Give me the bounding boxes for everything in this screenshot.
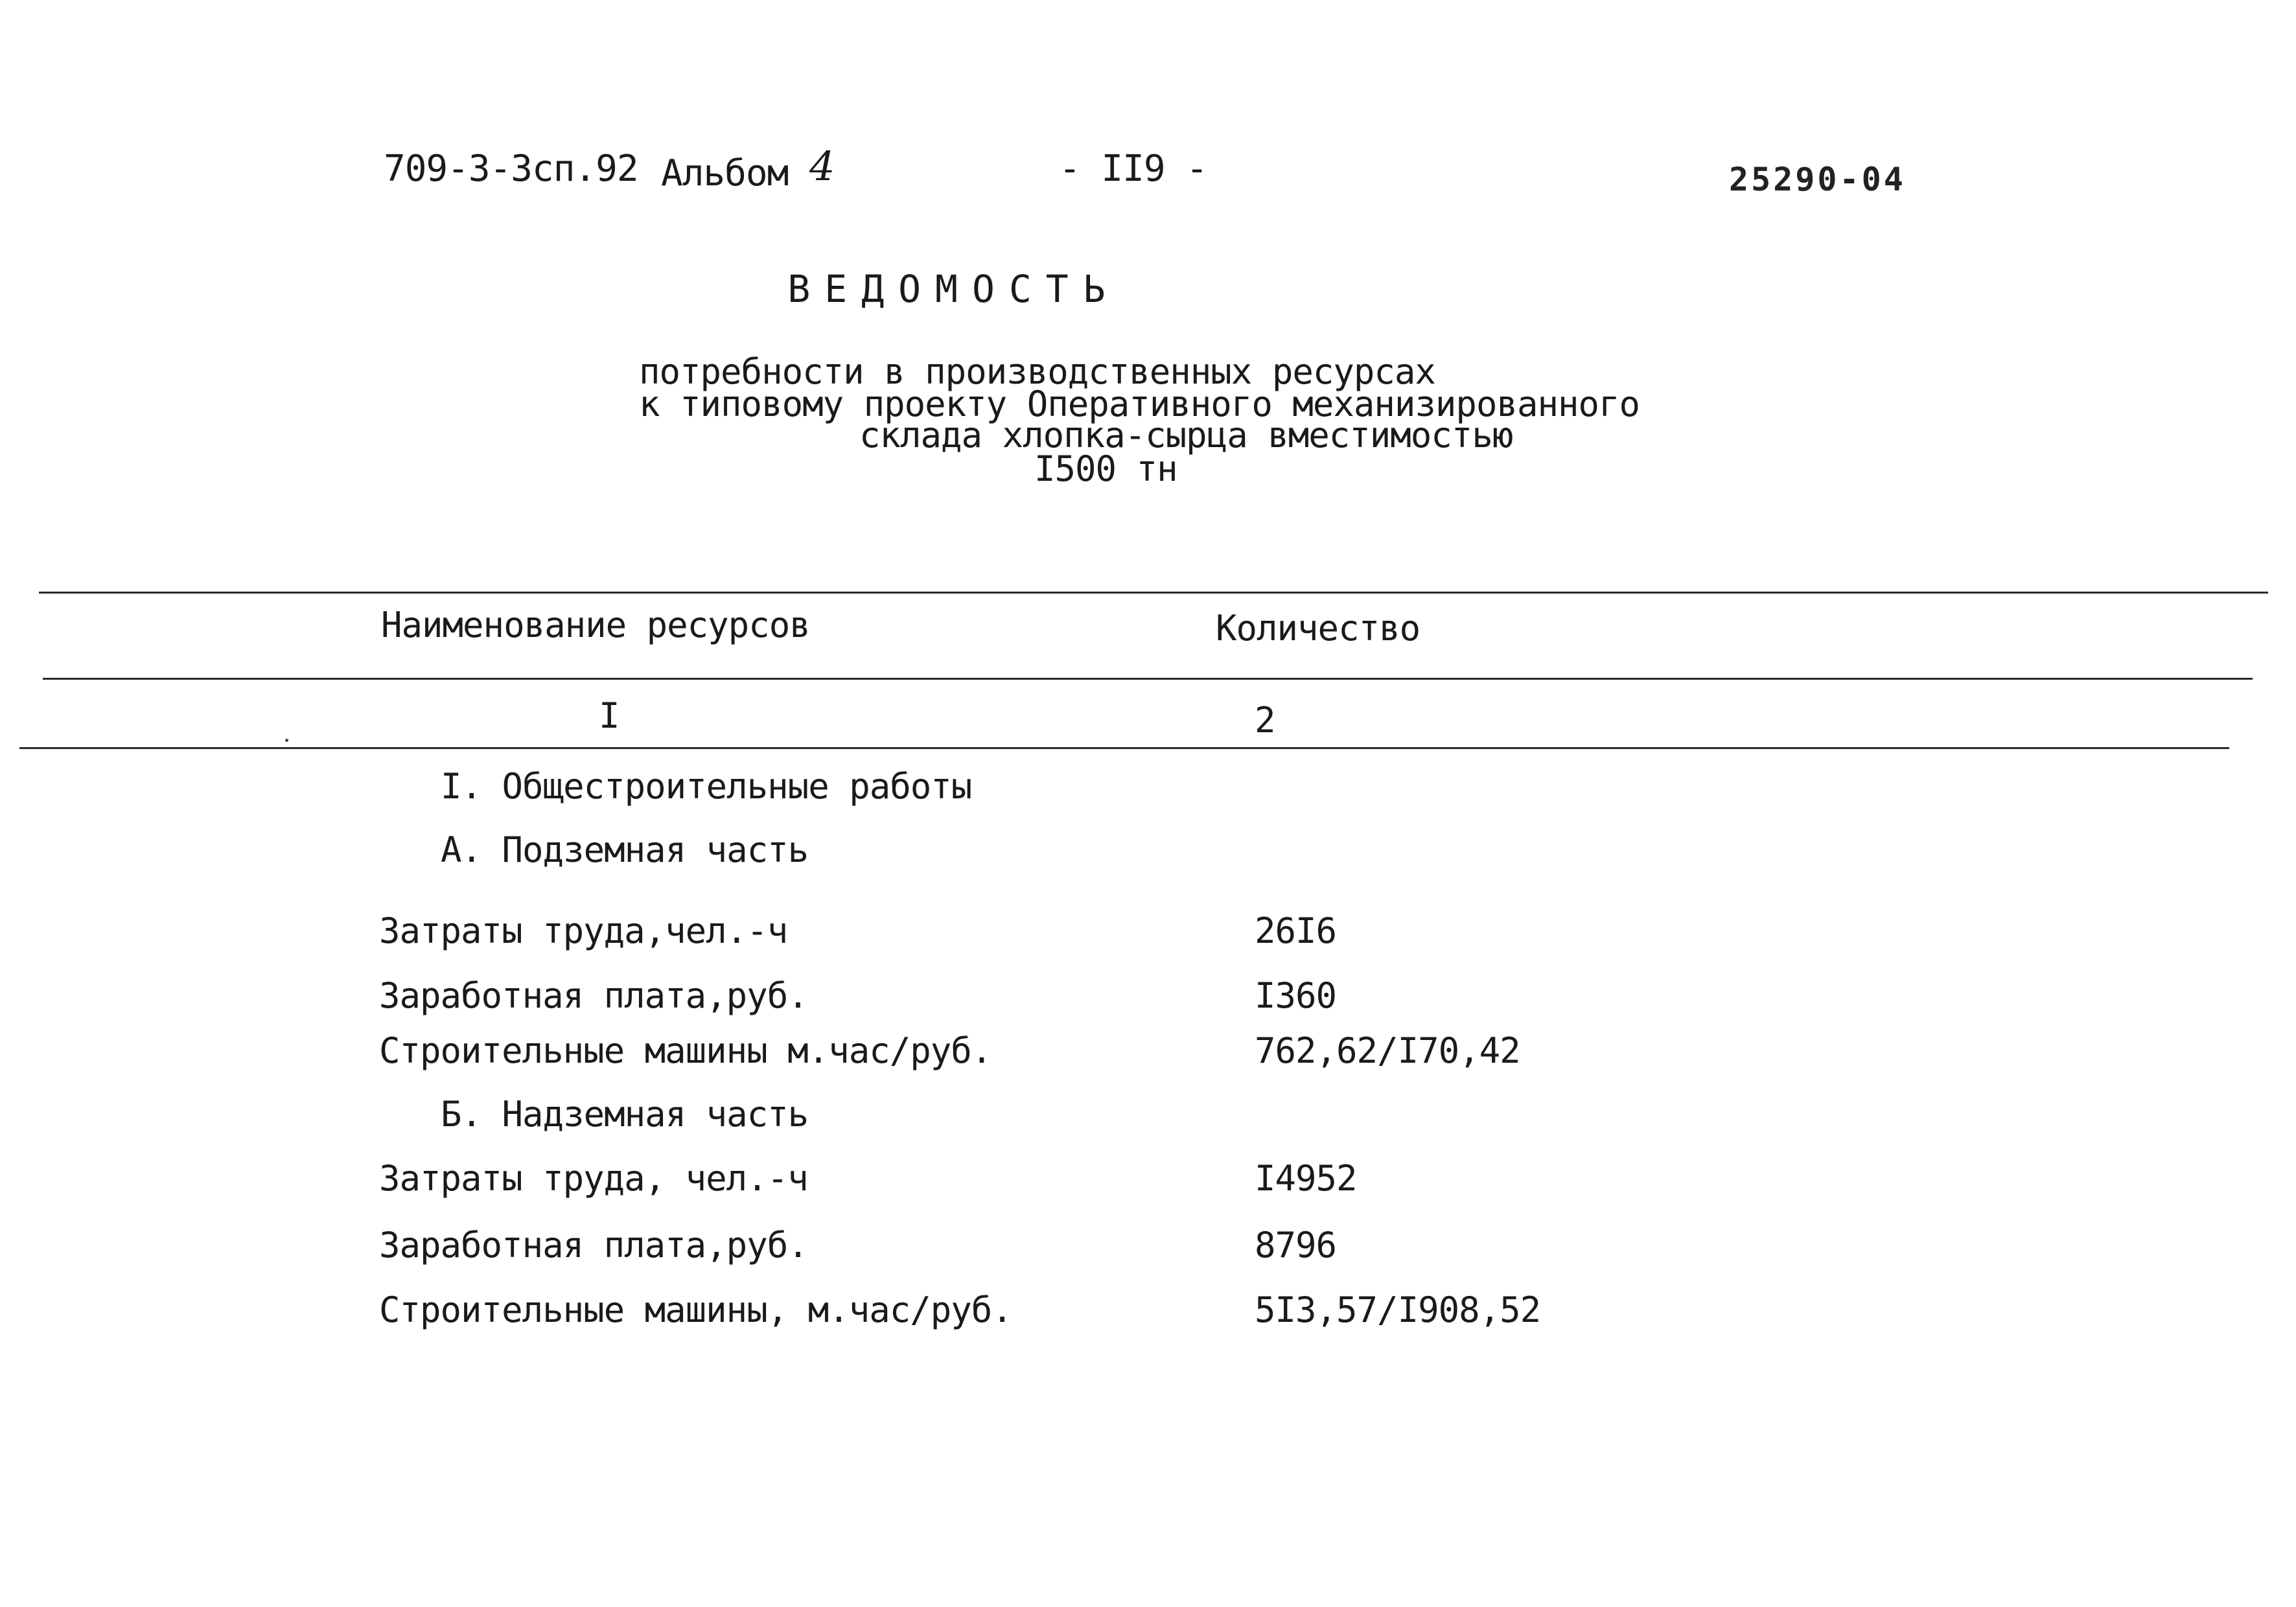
column-header-name: Наименование ресурсов xyxy=(381,605,810,645)
subsection-heading-a: А. Подземная часть xyxy=(441,829,809,870)
table-row-value: 5I3,57/I908,52 xyxy=(1255,1289,1541,1330)
column-number-1: I xyxy=(599,695,620,736)
table-row-label: Затраты труда,чел.-ч xyxy=(379,910,788,951)
subtitle-line-1: потребности в производственных ресурсах xyxy=(639,351,1435,392)
table-row-label: Заработная плата,руб. xyxy=(379,975,808,1016)
table-row-value: 8796 xyxy=(1255,1225,1337,1266)
table-row-label: Заработная плата,руб. xyxy=(379,1225,808,1266)
table-row-value: 762,62/I70,42 xyxy=(1255,1030,1520,1071)
document-title: ВЕДОМОСТЬ xyxy=(787,267,1120,311)
page-number: - II9 - xyxy=(1059,148,1208,190)
subtitle-line-4: I500 тн xyxy=(1034,448,1177,489)
table-numbers-rule xyxy=(19,747,2229,749)
document-title-wrap xyxy=(0,267,2296,311)
table-row-label: Строительные машины, м.час/руб. xyxy=(379,1289,1012,1330)
subtitle-line-2: к типовому проекту Оперативного механизированного xyxy=(639,384,1640,424)
table-row-value: 26I6 xyxy=(1255,910,1337,951)
subtitle-line-3: склада хлопка-сырца вместимостью xyxy=(859,415,1513,456)
album-label xyxy=(661,143,835,195)
table-row-label: Строительные машины м.час/руб. xyxy=(379,1030,992,1071)
document-code: 709-3-3сп.92 xyxy=(384,148,638,190)
table-top-rule xyxy=(39,592,2268,594)
table-row-label: Затраты труда, чел.-ч xyxy=(379,1158,808,1199)
column-number-2: 2 xyxy=(1255,700,1276,741)
inventory-stamp: 25290-04 xyxy=(1729,161,1906,198)
section-heading: I. Общестроительные работы xyxy=(441,766,972,807)
subsection-heading-b: Б. Надземная часть xyxy=(441,1094,809,1135)
album-label-text: Альбом xyxy=(661,152,789,194)
album-number: 4 xyxy=(809,143,835,190)
table-row-value: I360 xyxy=(1255,975,1337,1016)
table-header-rule xyxy=(43,678,2253,680)
column-header-quantity: Количество xyxy=(1216,608,1421,649)
table-row-value: I4952 xyxy=(1255,1158,1357,1199)
scan-speck xyxy=(285,739,288,742)
